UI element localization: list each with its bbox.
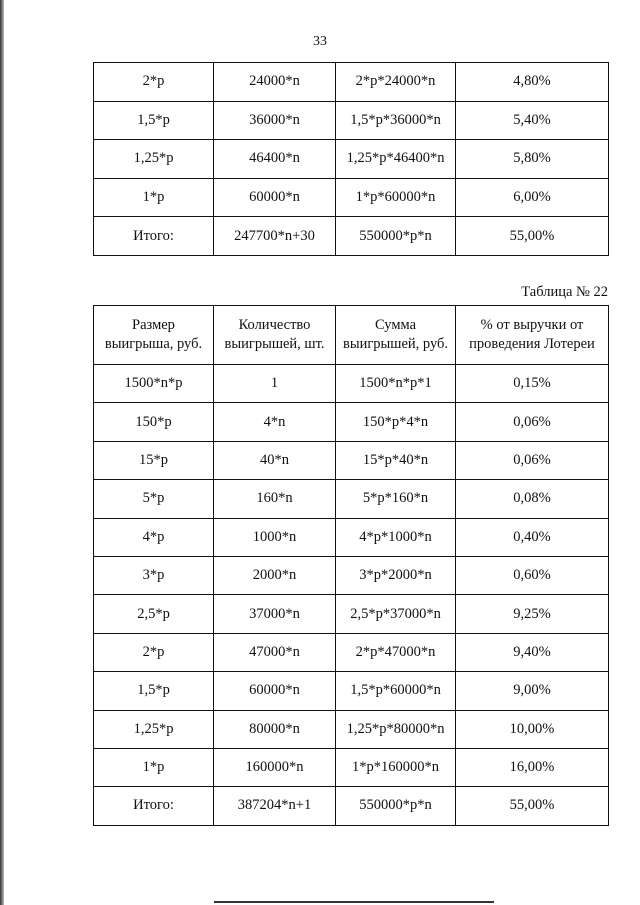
header-cell-revenue-percent [456, 306, 609, 365]
table-cell: 1500*n*p [94, 365, 214, 403]
table-row [94, 518, 609, 556]
table-cell: 5*p [94, 480, 214, 518]
table-row [94, 672, 609, 710]
table-cell: 1500*n*p*1 [336, 365, 456, 403]
table-row [94, 787, 609, 825]
table-cell: 2,5*p [94, 595, 214, 633]
table-cell: 2*p [94, 633, 214, 671]
table-cell: 47000*n [214, 633, 336, 671]
header-cell-prize-count [214, 306, 336, 365]
table-cell: 2*p [94, 63, 214, 102]
table-cell: 1,25*p [94, 140, 214, 179]
table-cell: Итого: [94, 787, 214, 825]
table-cell: 1,5*p*60000*n [336, 672, 456, 710]
page-number: 33 [313, 34, 327, 49]
table-cell: 3*p [94, 556, 214, 594]
table-cell: 0,08% [456, 480, 609, 518]
table-cell: 1,5*p*36000*n [336, 101, 456, 140]
table-row [94, 101, 609, 140]
header-line: Количество [238, 317, 311, 333]
table-cell: 2*p*24000*n [336, 63, 456, 102]
table-row [94, 748, 609, 786]
table-cell: 9,25% [456, 595, 609, 633]
table-cell: 5,80% [456, 140, 609, 179]
table-cell: 1,5*p [94, 101, 214, 140]
table-cell: 3*p*2000*n [336, 556, 456, 594]
table-cell: 1*p*60000*n [336, 178, 456, 217]
table-cell: 1*p*160000*n [336, 748, 456, 786]
table-row [94, 217, 609, 256]
table-caption: Таблица № 22 [521, 284, 608, 300]
table-cell: 16,00% [456, 748, 609, 786]
table-cell: 4,80% [456, 63, 609, 102]
table-row [94, 556, 609, 594]
table-cell: 247700*n+30 [214, 217, 336, 256]
table-cell: 5*p*160*n [336, 480, 456, 518]
table-cell: 1*p [94, 748, 214, 786]
header-line: выигрышей, руб. [342, 336, 449, 352]
table-cell: 4*n [214, 403, 336, 441]
table-cell: 55,00% [456, 217, 609, 256]
header-line: % от выручки от [480, 317, 584, 333]
table-cell: 10,00% [456, 710, 609, 748]
header-cell-prize-sum [336, 306, 456, 365]
table-cell: 24000*n [214, 63, 336, 102]
table-cell: 150*p [94, 403, 214, 441]
table-cell: 550000*p*n [336, 787, 456, 825]
table-cell: Итого: [94, 217, 214, 256]
table-row [94, 178, 609, 217]
table-cell: 9,40% [456, 633, 609, 671]
table-cell: 15*p [94, 441, 214, 479]
table-row [94, 403, 609, 441]
table-cell: 40*n [214, 441, 336, 479]
table-cell: 1 [214, 365, 336, 403]
header-line: Размер [132, 317, 175, 333]
table-cell: 0,15% [456, 365, 609, 403]
table-cell: 2000*n [214, 556, 336, 594]
prize-table-22 [93, 305, 609, 826]
table-cell: 0,40% [456, 518, 609, 556]
table-cell: 60000*n [214, 178, 336, 217]
table-row [94, 710, 609, 748]
table-cell: 5,40% [456, 101, 609, 140]
table-cell: 4*p*1000*n [336, 518, 456, 556]
table-cell: 1,25*p [94, 710, 214, 748]
header-line: проведения Лотереи [469, 336, 595, 352]
table-cell: 80000*n [214, 710, 336, 748]
table-cell: 9,00% [456, 672, 609, 710]
table-row [94, 441, 609, 479]
table-cell: 160*n [214, 480, 336, 518]
table-cell: 387204*n+1 [214, 787, 336, 825]
table-cell: 1,25*p*80000*n [336, 710, 456, 748]
table-cell: 55,00% [456, 787, 609, 825]
scan-bottom-edge [214, 901, 494, 903]
table-cell: 1000*n [214, 518, 336, 556]
table-cell: 60000*n [214, 672, 336, 710]
table-cell: 160000*n [214, 748, 336, 786]
table-cell: 36000*n [214, 101, 336, 140]
table-cell: 0,06% [456, 441, 609, 479]
header-line: Сумма [374, 317, 417, 333]
prize-table-continued [93, 62, 609, 256]
table-cell: 0,06% [456, 403, 609, 441]
table-row [94, 365, 609, 403]
scan-left-edge [0, 0, 4, 905]
table-cell: 2,5*p*37000*n [336, 595, 456, 633]
table-cell: 2*p*47000*n [336, 633, 456, 671]
table-cell: 46400*n [214, 140, 336, 179]
table-cell: 15*p*40*n [336, 441, 456, 479]
table-row [94, 633, 609, 671]
table-row [94, 595, 609, 633]
table-cell: 550000*p*n [336, 217, 456, 256]
table-cell: 1,5*p [94, 672, 214, 710]
table-cell: 37000*n [214, 595, 336, 633]
table-row [94, 140, 609, 179]
table-cell: 150*p*4*n [336, 403, 456, 441]
table-header-row [94, 306, 609, 365]
table-row [94, 63, 609, 102]
table-cell: 1,25*p*46400*n [336, 140, 456, 179]
table-cell: 4*p [94, 518, 214, 556]
table-cell: 1*p [94, 178, 214, 217]
table-row [94, 480, 609, 518]
header-cell-prize-size [94, 306, 214, 365]
header-line: выигрышей, шт. [224, 336, 325, 352]
table-cell: 6,00% [456, 178, 609, 217]
table-cell: 0,60% [456, 556, 609, 594]
header-line: выигрыша, руб. [104, 336, 203, 352]
